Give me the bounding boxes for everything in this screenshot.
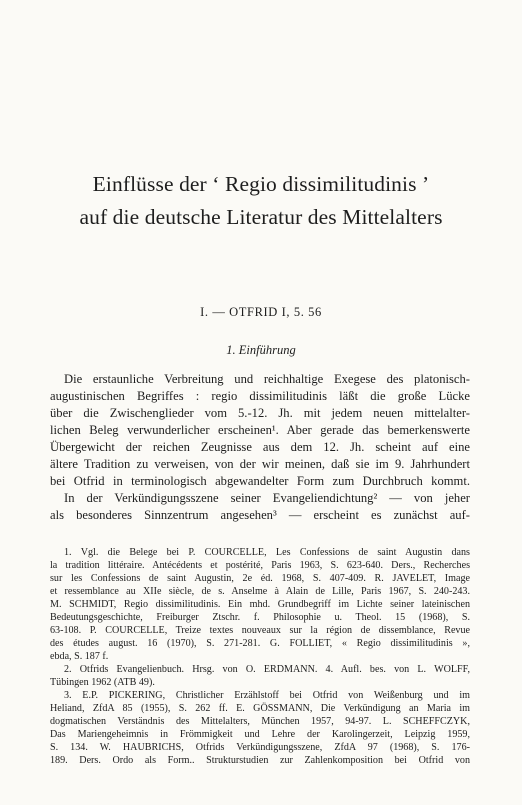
title-line-1: Einflüsse der ‘ Regio dissimilitudinis ’ [92,172,430,196]
footnote-line: ebda, S. 187 f. [50,651,109,662]
body-line: über die Zwischenglieder vom 5.-12. Jh. mit jedem neuen mittelalter- [50,406,470,420]
footnote-line: 3. E.P. PICKERING, Christlicher Erzählstoff bei Otfrid von Weißenburg und im [64,690,470,701]
body-line: Die erstaunliche Verbreitung und reichhaltige Exegese des platonisch- [64,372,470,386]
footnote-line: M. SCHMIDT, Regio dissimilitudinis. Ein mhd. Grundbegriff im Lichte seiner lateinischen [50,599,470,610]
subsection-heading: 1. Einführung [226,343,296,357]
section-heading: I. — OTFRID I, 5. 56 [200,305,322,319]
body-line: Übergewicht der reichen Zeugnisse aus dem 12. Jh. scheint auf eine [50,440,470,454]
body-line: augustinischen Begriffes : regio dissimilitudinis läßt die große Lücke [50,389,470,403]
footnote-line: dogmatischen Verständnis des Mittelalters, München 1957, 94-97. L. SCHEFFCZYK, [50,716,470,727]
footnote-line: Tübingen 1962 (ATB 49). [50,677,155,688]
footnote-line: Bedeutungsgeschichte, Freiburger Ztschr. f. Philosophie u. Theol. 15 (1968), S. [50,612,470,623]
footnote-line: 2. Otfrids Evangelienbuch. Hrsg. von O. ERDMANN. 4. Aufl. bes. von L. WOLFF, [64,664,470,675]
title-line-2: auf die deutsche Literatur des Mittelalters [79,205,443,229]
footnote-line: la tradition littéraire. Antécédents et postérité, Paris 1963, S. 623-640. Ders., Recherches [50,560,470,571]
footnote-line: et ressemblance au XIIe siècle, de s. Anselme à Alain de Lille, Paris 1967, S. 240-243. [50,586,470,597]
footnote-line: sur les Confessions de saint Augustin, 2e éd. 1968, S. 407-409. R. JAVELET, Image [50,573,470,584]
body-line: In der Verkündigungsszene seiner Evangeliendichtung² — von jeher [64,491,470,505]
body-line: bei Otfrid in terminologisch abgewandelter Form zum Durchbruch kommt. [50,474,470,488]
footnote-line: Heliand, ZfdA 85 (1955), S. 262 ff. E. GÖSSMANN, Die Verkündigung an Maria im [50,703,470,714]
footnote-line: Das Mariengeheimnis in Frömmigkeit und Lehre der Karolingerzeit, Leipzig 1959, [50,729,470,740]
footnote-line: 189. Ders. Ordo als Form.. Strukturstudien zur Zahlenkomposition bei Otfrid von [50,755,470,766]
footnote-line: des études august. 16 (1970), S. 271-281. G. FOLLIET, « Regio dissimilitudinis », [50,638,470,649]
body-line: ältere Tradition zu verweisen, von der wir meinen, daß sie im 9. Jahrhundert [50,457,470,471]
footnote-line: 1. Vgl. die Belege bei P. COURCELLE, Les Confessions de saint Augustin dans [64,547,470,558]
body-line: als besonderes Sinnzentrum angesehen³ — erscheint es zunächst auf- [50,508,470,522]
footnote-line: 63-108. P. COURCELLE, Treize textes nouveaux sur la région de dissemblance, Revue [50,625,470,636]
body-line: lichen Beleg verwunderlicher erscheinen¹. Aber gerade das bemerkenswerte [50,423,470,437]
footnote-line: S. 134. W. HAUBRICHS, Otfrids Verkündigungsszene, ZfdA 97 (1968), S. 176- [50,742,470,753]
